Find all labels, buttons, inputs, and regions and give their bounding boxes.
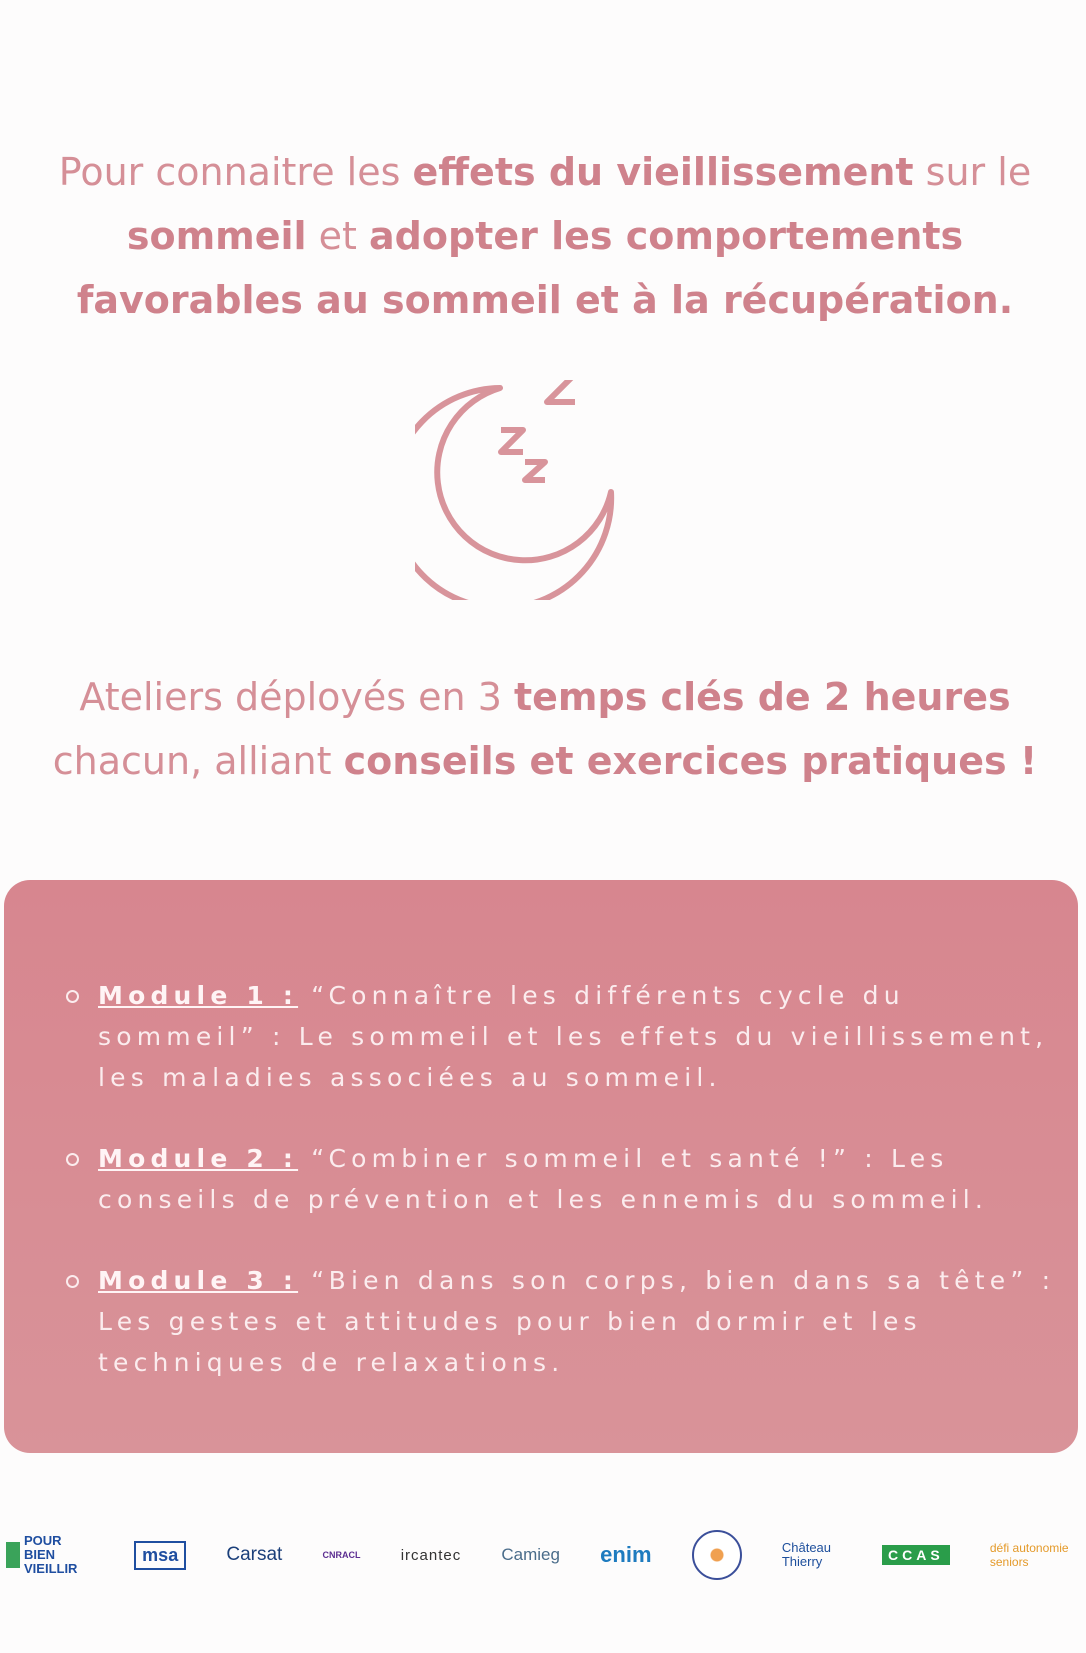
workshops-bold-1: temps clés de 2 heures [513,675,1011,719]
circle-bullet-icon [66,1153,79,1166]
logo-carsat: Carsat [226,1544,283,1565]
pbv-logo-icon [6,1542,20,1568]
list-item [66,1138,1056,1220]
partner-logos [0,1515,1086,1595]
module-label: Module 3 : [98,1266,299,1295]
workshops-text-1: Ateliers déployés en 3 [79,675,514,719]
logo-ccas: CCAS [882,1545,950,1565]
logo-defi: défi autonomie seniors [989,1541,1069,1569]
circle-bullet-icon [66,1275,79,1288]
logo-ircantec: ircantec [400,1546,462,1564]
logo-enim: enim [600,1542,652,1567]
logo-chateau-thierry: Château Thierry [781,1540,832,1569]
module-label: Module 2 : [98,1144,299,1173]
intro-bold-3: adopter les comportements favorables au sommeil et à la récupération. [76,214,1014,322]
logo-msa: msa [134,1541,186,1570]
circle-bullet-icon [66,990,79,1003]
moon-zzz-icon [415,380,645,600]
workshops-text-2: chacun, alliant [52,739,344,783]
modules-list [66,975,1056,1423]
intro-bold-1: effets du vieillissement [412,150,914,194]
logo-pour-bien-vieillir: POUR BIEN VIEILLIR [6,1534,94,1576]
list-item [66,975,1056,1098]
logo-cnracl: CNRACL [322,1550,361,1560]
module-text: “Combiner sommeil et santé !” : Les conseils de prévention et les ennemis du sommeil. [98,1144,989,1214]
module-text: “Bien dans son corps, bien dans sa tête” : Les gestes et attitudes pour bien dormir et les techniques de relaxations. [98,1266,1056,1377]
intro-heading [20,140,1070,332]
list-item [66,1260,1056,1383]
workshops-heading [20,665,1070,793]
module-text: “Connaître les différents cycle du sommeil” : Le sommeil et les effets du vieillissement, les maladies associées au sommeil. [98,981,1049,1092]
intro-text-1: Pour connaitre les [58,150,413,194]
seal-logo-icon [692,1530,742,1580]
module-label: Module 1 : [98,981,299,1010]
logo-camieg: Camieg [501,1545,560,1564]
intro-text-2: sur le [913,150,1032,194]
intro-text-3: et [306,214,370,258]
intro-bold-2: sommeil [126,214,307,258]
workshops-bold-2: conseils et exercices pratiques ! [343,739,1038,783]
